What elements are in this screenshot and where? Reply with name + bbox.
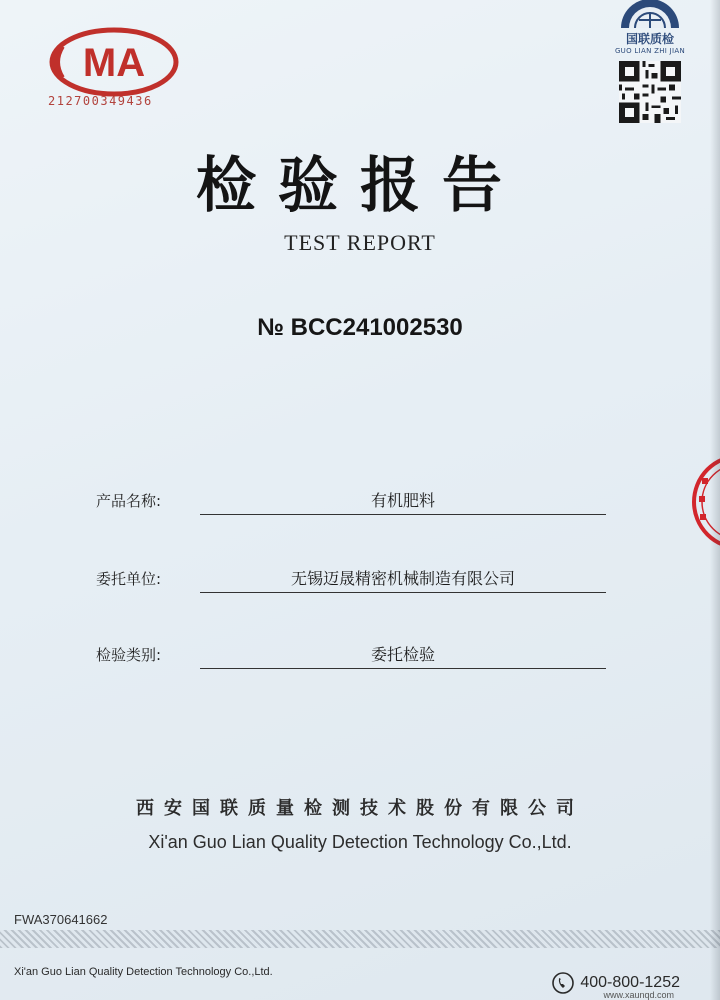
field-label: 产品名称: — [96, 492, 162, 510]
company-name-cn: 西安国联质量检测技术股份有限公司 — [136, 798, 584, 819]
brand-pinyin: GUO LIAN ZHI JIAN — [614, 47, 686, 55]
footer-company: Xi'an Guo Lian Quality Detection Technology Co.,Ltd. — [14, 966, 273, 978]
company-name-en: Xi'an Guo Lian Quality Detection Technology Co.,Ltd. — [148, 832, 572, 852]
field-value: 无锡迈晟精密机械制造有限公司 — [200, 566, 606, 593]
security-strip — [0, 930, 720, 948]
report-title: 检验报告 — [196, 151, 524, 221]
brand-name: 国联质检 — [625, 32, 674, 46]
svg-text:MA: MA — [82, 41, 146, 85]
form-code: FWA370641662 — [14, 912, 108, 927]
field-value: 委托检验 — [200, 642, 606, 669]
page-edge-shadow — [710, 0, 720, 1000]
field-label: 委托单位: — [96, 570, 162, 588]
field-label: 检验类别: — [96, 646, 162, 664]
brand-emblem-icon — [617, 0, 683, 28]
report-subtitle: TEST REPORT — [284, 230, 436, 255]
report-number: № BCC241002530 — [257, 314, 463, 341]
field-inspection-type — [96, 642, 606, 672]
field-product-name — [96, 488, 606, 518]
field-value: 有机肥料 — [200, 488, 606, 515]
cma-number: 212700349436 — [48, 94, 153, 108]
brand-block — [610, 0, 690, 123]
phone-icon — [552, 972, 574, 994]
qr-code — [619, 61, 681, 123]
phone-number: 400-800-1252 — [580, 974, 680, 991]
cma-logo — [48, 24, 180, 100]
field-client — [96, 566, 606, 596]
website: www.xaunqd.com — [603, 990, 674, 1000]
